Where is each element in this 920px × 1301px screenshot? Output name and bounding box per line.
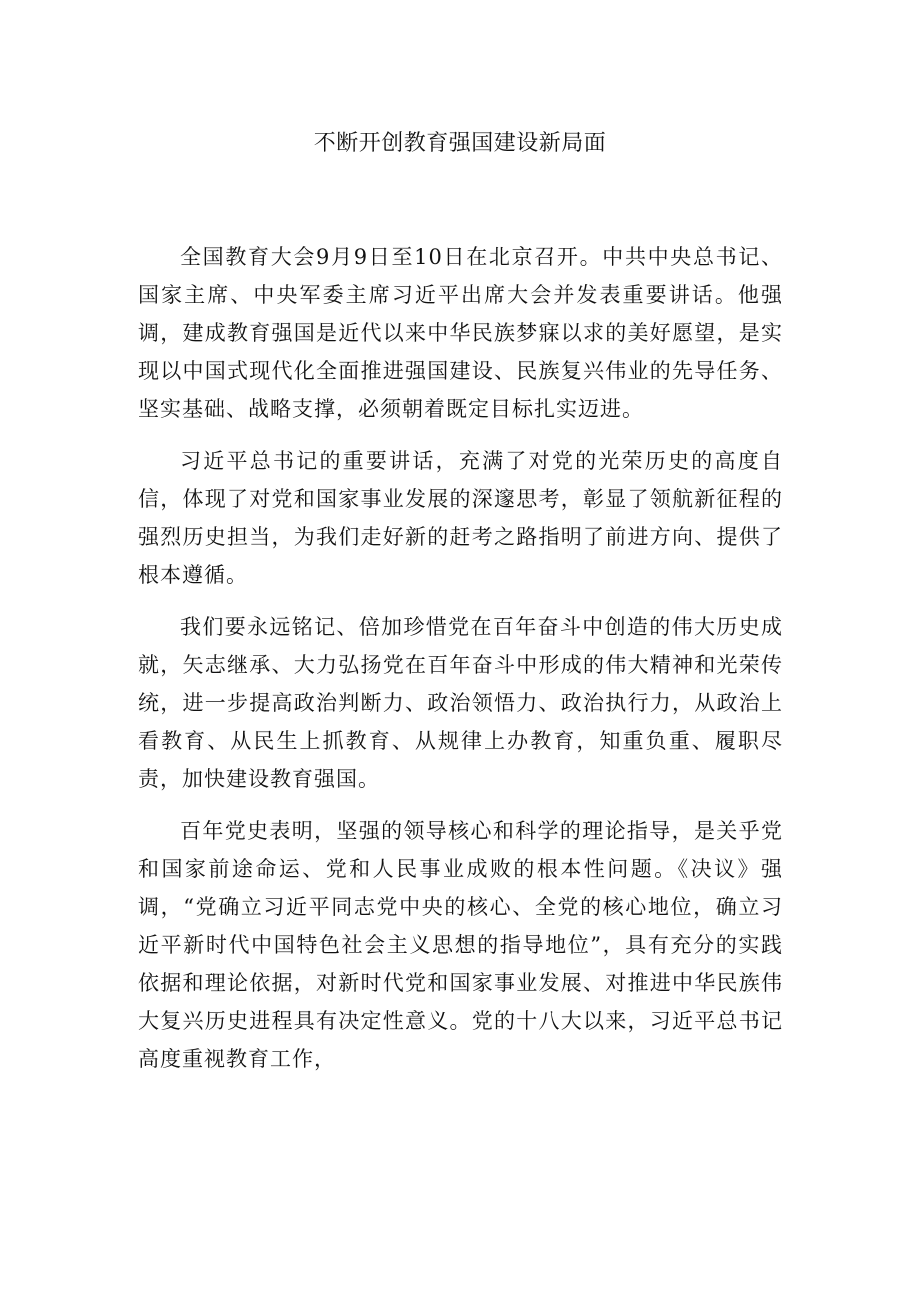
document-title: 不断开创教育强国建设新局面 [313, 131, 607, 156]
paragraph-2: 习近平总书记的重要讲话，充满了对党的光荣历史的高度自信，体现了对党和国家事业发展的深邃思考，彰显了领航新征程的强烈历史担当，为我们走好新的赶考之路指明了前进方向、提供了根本遵循。 [138, 449, 783, 587]
paragraph-4: 百年党史表明，坚强的领导核心和科学的理论指导，是关乎党和国家前途命运、党和人民事业成败的根本性问题。《决议》强调，“党确立习近平同志党中央的核心、全党的核心地位，确立习近平新时代中国特色社会主义思想的指导地位”，具有充分的实践依据和理论依据，对新时代党和国家事业发展、对推进中华民族伟大复兴历史进程具有决定性意义。党的十八大以来，习近平总书记高度重视教育工作， [138, 819, 783, 1071]
paragraph-3: 我们要永远铭记、倍加珍惜党在百年奋斗中创造的伟大历史成就，矢志继承、大力弘扬党在百年奋斗中形成的伟大精神和光荣传统，进一步提高政治判断力、政治领悟力、政治执行力，从政治上看教育、从民生上抓教育、从规律上办教育，知重负重、履职尽责，加快建设教育强国。 [138, 615, 783, 791]
document-body [138, 238, 783, 1092]
paragraph-1: 全国教育大会9月9日至10日在北京召开。中共中央总书记、国家主席、中央军委主席习近平出席大会并发表重要讲话。他强调，建成教育强国是近代以来中华民族梦寐以求的美好愿望，是实现以中国式现代化全面推进强国建设、民族复兴伟业的先导任务、坚实基础、战略支撑，必须朝着既定目标扎实迈进。 [138, 245, 783, 421]
